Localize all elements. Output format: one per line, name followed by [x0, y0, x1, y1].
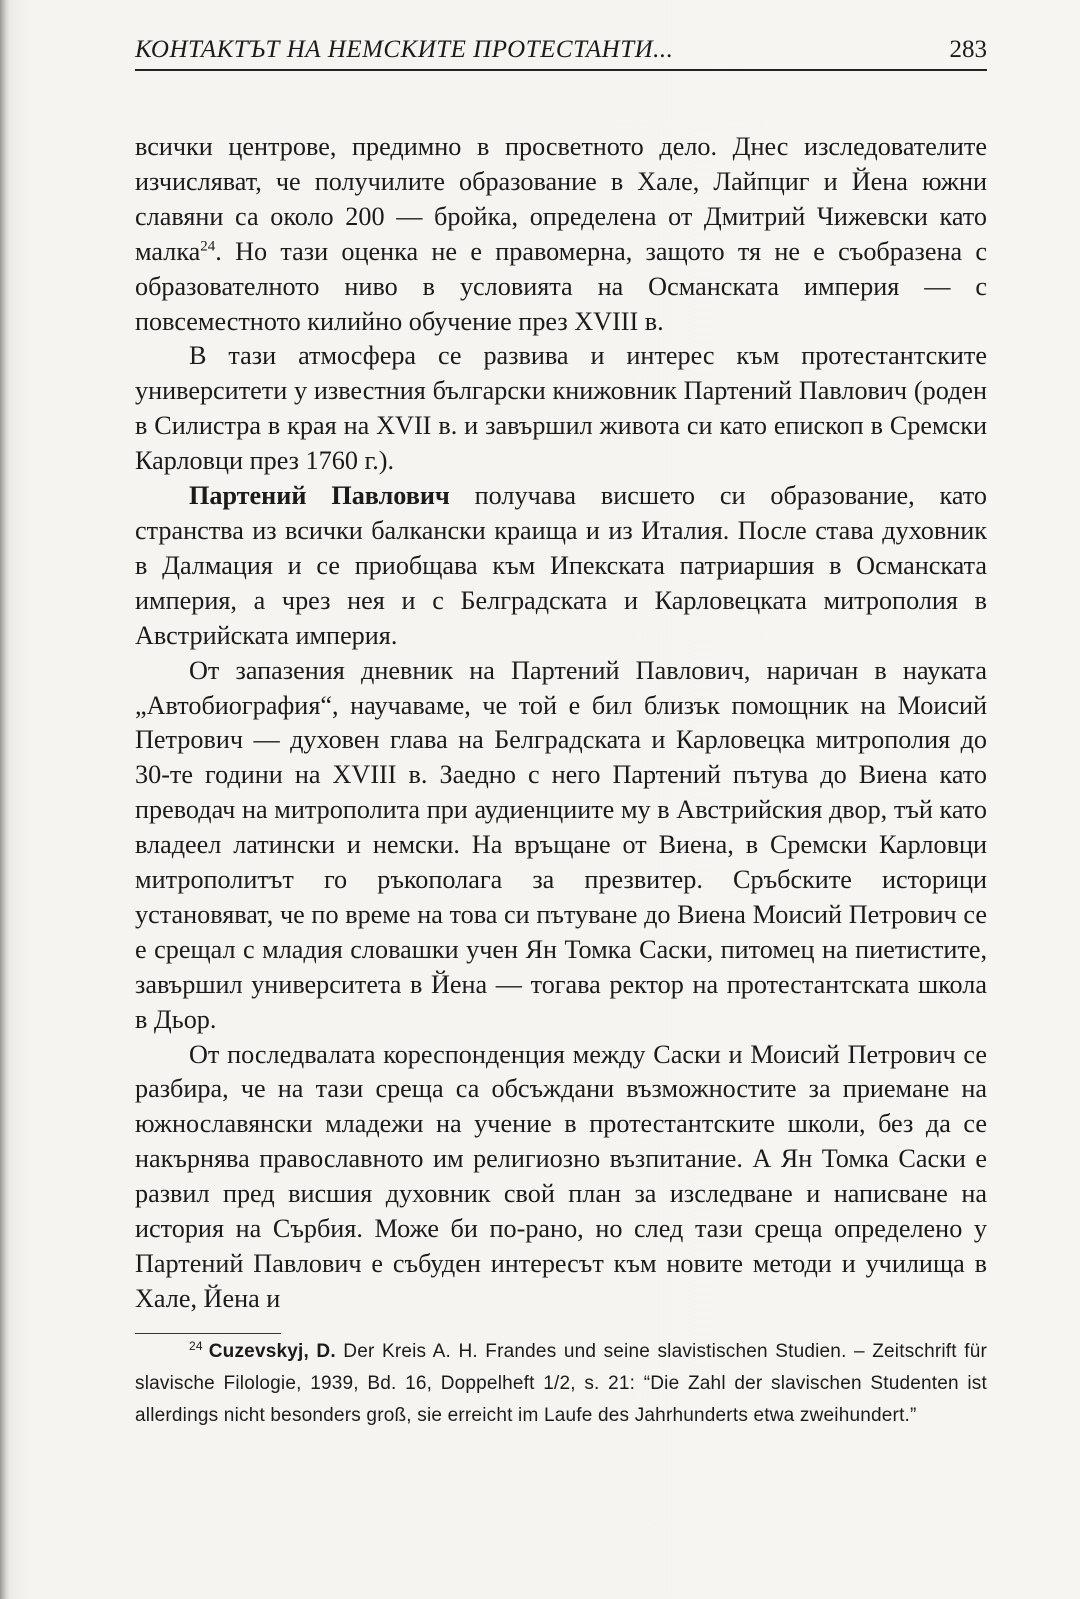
footnote	[135, 1336, 987, 1432]
paragraph-5: От последвалата кореспонденция между Саски и Моисий Петрович се разбира, че на тази среща са обсъждани възможностите за приемане на южнославянски младежи на учение в протестантските школи, без да се накърнява православното им религиозно възпитание. А Ян Томка Саски е развил пред висшия духовник свой план за изследване и написване на история на Сърбия. Може би по-рано, но след тази среща определено у Партений Павлович е събуден интересът към новите методи и училища в Хале, Йена и	[135, 1039, 987, 1313]
paragraph-3-text: получава висшето си образование, като странства из всички балкански краища и из Италия. После става духовник в Далмация и се приобщава към Ипекската патриаршия в Османската империя, а чрез нея и с Белградската и Карловецката митрополия в Австрийската империя.	[135, 481, 988, 650]
footnote-reference: 24	[200, 237, 216, 254]
paragraph-1	[135, 130, 987, 339]
paragraph-4: От запазения дневник на Партений Павлович, наричан в науката „Автобиография“, научаваме, че той е бил близък помощник на Моисий Петрович — духовен глава на Белградската и Карловецка митрополия до 30-те години на XVIII в. Заедно с него Партений пътува до Виена като преводач на митрополита при аудиенциите му в Австрийския двор, тъй като владеел латински и немски. На връщане от Виена, в Сремски Карловци митрополитът го ръкополага за презвитер. Сръбските историци установяват, че по време на това си пътуване до Виена Моисий Петрович се е срещал с младия словашки учен Ян Томка Саски, питомец на пиетистите, завършил университета в Йена — тогава ректор на протестантската школа в Дьор.	[135, 655, 987, 1034]
header-rule	[135, 69, 987, 71]
paragraph-2: В тази атмосфера се развива и интерес към протестантските университети у известния български книжовник Партений Павлович (роден в Силистра в края на XVII в. и завършил живота си като епископ в Сремски Карловци през 1760 г.).	[135, 341, 987, 476]
main-text	[135, 130, 987, 1317]
footnote-number: 24	[189, 1338, 203, 1353]
paragraph-3	[135, 479, 987, 654]
footnote-author: Cuzevskyj, D.	[208, 1341, 336, 1362]
footnote-rule	[135, 1333, 281, 1334]
page-number: 283	[949, 36, 987, 63]
footnote-text: Der Kreis A. H. Frandes und seine slavistischen Studien. – Zeitschrift für slavische Filologie, 1939, Bd. 16, Doppelheft 1/2, s. 21: “Die Zahl der slavischen Studenten ist allerdings nicht besonders groß, sie erreicht im Laufe des Jahrhunderts etwa zweihundert.”	[135, 1341, 987, 1426]
paragraph-3-bold-lead: Партений Павлович	[189, 481, 450, 511]
running-title: КОНТАКТЪТ НА НЕМСКИТЕ ПРОТЕСТАНТИ...	[135, 36, 674, 63]
paragraph-1-text-after: . Но тази оценка не е правомерна, защото тя не е съобразена с образователното ниво в условията на Османската империя — с повсеместното килийно обучение през XVIII в.	[135, 236, 987, 336]
spine-shadow	[0, 0, 10, 1599]
paragraph-1-text-before: всички центрове, предимно в просветното дело. Днес изследователите изчисляват, че получилите образование в Хале, Лайпциг и Йена южни славяни са около 200 — бройка, определена от Дмитрий Чижевски като малка	[135, 132, 987, 266]
page-header	[135, 36, 987, 70]
